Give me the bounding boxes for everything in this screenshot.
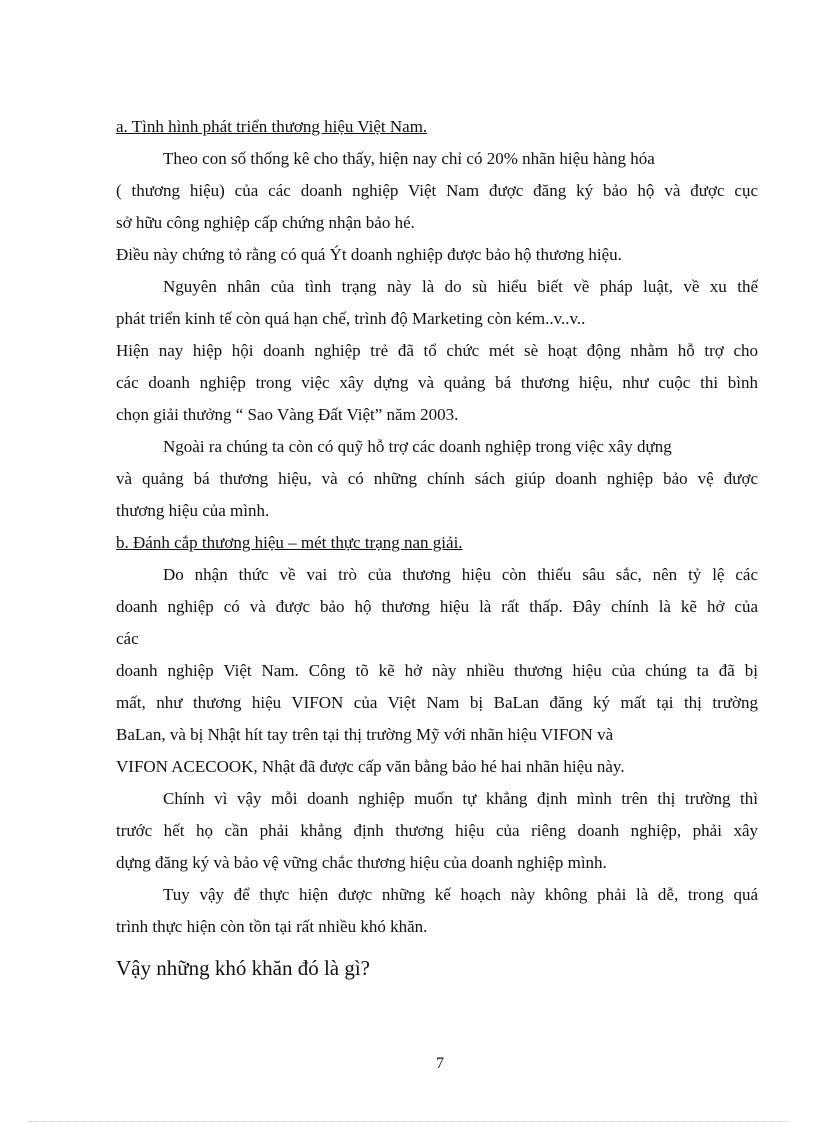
p8-line-1: Chính vì vậy mỗi doanh nghiệp muốn tự khẳng định mình trên thị trường thì xyxy=(163,789,758,808)
p3-line-1: Nguyên nhân của tình trạng này là do sù hiểu biết về pháp luật, về xu thế xyxy=(163,277,758,296)
heading-a: a. Tình hình phát triển thương hiệu Việt Nam. xyxy=(116,117,428,136)
p5-line-3: thương hiệu của mình. xyxy=(116,501,270,520)
p2-line-1: Điều này chứng tỏ rằng có quá Ýt doanh nghiệp được bảo hộ thương hiệu. xyxy=(116,245,622,264)
closing-question: Vậy những khó khăn đó là gì? xyxy=(116,956,370,980)
p9-line-2: trình thực hiện còn tồn tại rất nhiều khó khăn. xyxy=(116,917,428,936)
p4-line-1: Hiện nay hiệp hội doanh nghiệp trẻ đã tổ chức mét sè hoạt động nhằm hỗ trợ cho xyxy=(116,341,758,360)
page-edge-divider xyxy=(28,1121,788,1122)
p7-line-4: VIFON ACECOOK, Nhật đã được cấp văn bằng bảo hé hai nhãn hiệu này. xyxy=(116,757,625,776)
p8-line-3: dựng đăng ký và bảo vệ vững chắc thương hiệu của doanh nghiệp mình. xyxy=(116,853,607,872)
heading-b: b. Đánh cắp thương hiệu – mét thực trạng nan giải. xyxy=(116,533,463,552)
p6-line-2: doanh nghiệp có và được bảo hộ thương hiệu là rất thấp. Đây chính là kẽ hở của xyxy=(116,597,758,616)
p9-line-1: Tuy vậy để thực hiện được những kế hoạch này không phải là dễ, trong quá xyxy=(163,885,758,904)
p4-line-3: chọn giải thưởng “ Sao Vàng Đất Việt” năm 2003. xyxy=(116,405,459,424)
p1-line-2: ( thương hiệu) của các doanh nghiệp Việt Nam được đăng ký bảo hộ và được cục xyxy=(116,181,758,200)
p6-line-1: Do nhận thức về vai trò của thương hiệu còn thiếu sâu sắc, nên tỷ lệ các xyxy=(163,565,758,584)
p8-line-2: trước hết họ cần phải khẳng định thương hiệu của riêng doanh nghiệp, phải xây xyxy=(116,821,758,840)
page-number: 7 xyxy=(436,1055,444,1072)
p4-line-2: các doanh nghiệp trong việc xây dựng và quảng bá thương hiệu, như cuộc thi bình xyxy=(116,373,758,392)
p7-line-2: mất, như thương hiệu VIFON của Việt Nam bị BaLan đăng ký mất tại thị trường xyxy=(116,693,758,712)
p5-line-1: Ngoài ra chúng ta còn có quỹ hỗ trợ các doanh nghiệp trong việc xây dựng xyxy=(163,437,672,456)
p5-line-2: và quảng bá thương hiệu, và có những chính sách giúp doanh nghiệp bảo vệ được xyxy=(116,469,758,488)
p3-line-2: phát triển kinh tế còn quá hạn chế, trình độ Marketing còn kém..v..v.. xyxy=(116,309,586,328)
p6-line-3: các xyxy=(116,629,139,648)
p1-line-1: Theo con số thống kê cho thấy, hiện nay chỉ có 20% nhãn hiệu hàng hóa xyxy=(163,149,655,168)
p1-line-3: sở hữu công nghiệp cấp chứng nhận bảo hé. xyxy=(116,213,415,232)
p7-line-3: BaLan, và bị Nhật hít tay trên tại thị trường Mỹ với nhãn hiệu VIFON và xyxy=(116,725,614,744)
p7-line-1: doanh nghiệp Việt Nam. Công tõ kẽ hở này nhiều thương hiệu của chúng ta đã bị xyxy=(116,661,758,680)
